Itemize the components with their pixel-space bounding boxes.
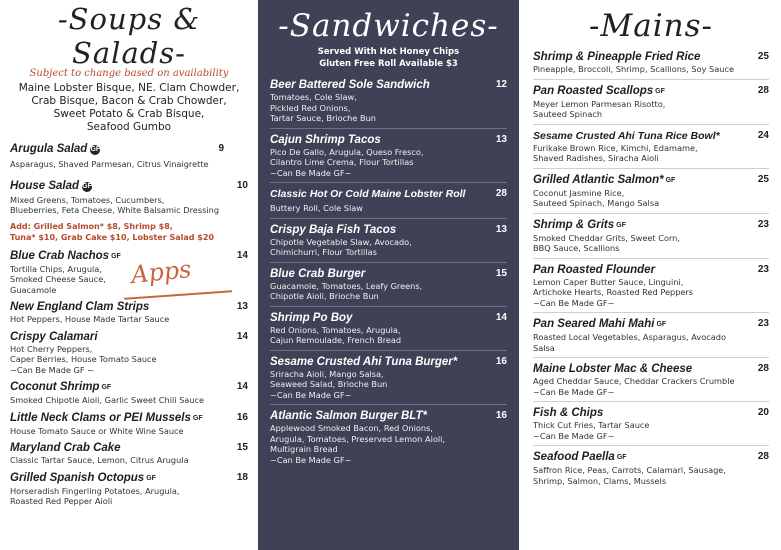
divider bbox=[270, 128, 507, 129]
item-name: Pan Roasted Flounder bbox=[533, 263, 656, 276]
item-name: Grilled Spanish Octopus bbox=[10, 471, 145, 484]
item-description: Asparagus, Shaved Parmesan, Citrus Vinaigrette bbox=[10, 159, 209, 169]
item-price: 14 bbox=[236, 249, 248, 261]
item-price: 28 bbox=[495, 188, 507, 199]
item-name: Maryland Crab Cake bbox=[10, 442, 121, 454]
soups-line: Maine Lobster Bisque, NE. Clam Chowder, bbox=[18, 82, 240, 94]
divider bbox=[533, 213, 769, 214]
item-description: Tomatoes, Cole Slaw, Pickled Red Onions, Tartar Sauce, Brioche Bun bbox=[270, 92, 376, 123]
item-description: Lemon Caper Butter Sauce, Linguini, Artichoke Hearts, Roasted Red Peppers ~Can Be Made GF~ bbox=[533, 276, 694, 308]
gf-icon: GF bbox=[192, 414, 203, 422]
divider bbox=[533, 168, 769, 169]
item-price: 23 bbox=[757, 318, 769, 329]
item-description: Furikake Brown Rice, Kimchi, Edamame, Shaved Radishes, Siracha Aioli bbox=[533, 142, 698, 163]
menu-item-arugula-salad bbox=[10, 142, 248, 170]
soups-line: Sweet Potato & Crab Bisque, bbox=[53, 108, 205, 120]
item-price: 12 bbox=[495, 79, 507, 90]
item-price: 15 bbox=[495, 267, 507, 279]
item-description: Roasted Local Vegetables, Asparagus, Avocado Salsa bbox=[533, 332, 726, 353]
item-description: Applewood Smoked Bacon, Red Onions, Arugula, Tomatoes, Preserved Lemon Aioli, Multigrain Bread ~Can Be Made GF~ bbox=[270, 423, 446, 465]
menu-item-crispy-calamari bbox=[10, 330, 248, 376]
menu-item-lobster-mac bbox=[533, 362, 769, 397]
menu-item-paella bbox=[533, 450, 769, 486]
sandwiches-subtitle bbox=[270, 46, 507, 70]
item-name: Classic Hot Or Cold Maine Lobster Roll bbox=[270, 188, 466, 200]
item-description: Hot Cherry Peppers, Caper Berries, House Tomato Sauce ~Can Be Made GF ~ bbox=[10, 343, 157, 375]
gf-icon: GF bbox=[90, 146, 101, 153]
item-description: Hot Peppers, House Made Tartar Sauce bbox=[10, 314, 170, 324]
menu-item-cajun-shrimp-tacos bbox=[270, 133, 507, 179]
item-price: 10 bbox=[236, 179, 248, 191]
item-name: Cajun Shrimp Tacos bbox=[270, 133, 381, 146]
gf-icon: GF bbox=[616, 221, 626, 229]
gf-icon: GF bbox=[82, 182, 92, 190]
item-price: 28 bbox=[757, 363, 769, 374]
item-description: Smoked Chipotle Aioli, Garlic Sweet Chili Sauce bbox=[10, 395, 205, 405]
menu-item-coconut-shrimp bbox=[10, 380, 248, 406]
divider bbox=[533, 124, 769, 125]
item-price: 15 bbox=[236, 442, 248, 453]
item-price: 14 bbox=[236, 381, 248, 392]
menu-item-blue-crab-burger bbox=[270, 267, 507, 302]
soups-line: Crab Bisque, Bacon & Crab Chowder, bbox=[31, 95, 227, 107]
item-description: Horseradish Fingerling Potatoes, Arugula, Roasted Red Pepper Aioli bbox=[10, 485, 180, 506]
item-description: Chipotle Vegetable Slaw, Avocado, Chimichurri, Flour Tortillas bbox=[270, 236, 412, 257]
item-name: Sesame Crusted Ahi Tuna Burger* bbox=[270, 355, 458, 368]
item-price: 13 bbox=[495, 133, 507, 145]
item-name: Maine Lobster Mac & Cheese bbox=[533, 363, 693, 375]
item-price: 9 bbox=[218, 143, 224, 154]
item-description: Guacamole, Tomatoes, Leafy Greens, Chipotle Aioli, Brioche Bun bbox=[270, 280, 423, 301]
item-price: 16 bbox=[236, 411, 248, 423]
divider bbox=[270, 306, 507, 307]
gf-icon: GF bbox=[101, 384, 112, 391]
soups-line: Seafood Gumbo bbox=[86, 121, 172, 133]
menu-item-blue-crab-nachos bbox=[10, 249, 248, 296]
item-price: 16 bbox=[495, 410, 507, 421]
item-name: Pan Seared Mahi Mahi bbox=[533, 318, 655, 330]
divider bbox=[270, 404, 507, 405]
menu-item-mahi-mahi bbox=[533, 317, 769, 353]
item-name: House Salad bbox=[10, 179, 80, 192]
divider bbox=[533, 357, 769, 358]
item-price: 28 bbox=[757, 84, 769, 96]
chips-note: Served With Hot Honey Chips bbox=[317, 47, 460, 57]
divider bbox=[533, 401, 769, 402]
availability-note: Subject to change based on availability bbox=[29, 68, 229, 79]
item-price: 13 bbox=[236, 301, 248, 312]
menu-item-scallops bbox=[533, 84, 769, 120]
item-description: Classic Tartar Sauce, Lemon, Citrus Arugula bbox=[10, 455, 189, 465]
menu-item-shrimp-grits bbox=[533, 218, 769, 254]
item-description: Mixed Greens, Tomatoes, Cucumbers, Blueberries, Feta Cheese, White Balsamic Dressing bbox=[10, 194, 220, 215]
menu-item-crab-cake bbox=[10, 441, 248, 466]
item-price: 28 bbox=[757, 451, 769, 462]
salad-addons bbox=[10, 221, 248, 243]
divider bbox=[533, 445, 769, 446]
item-name: Arugula Salad bbox=[10, 143, 88, 155]
item-description: Red Onions, Tomatoes, Arugula, Cajun Remoulade, French Bread bbox=[270, 324, 402, 345]
menu-item-salmon-burger bbox=[270, 409, 507, 465]
item-name: Shrimp Po Boy bbox=[270, 311, 353, 324]
gluten-free-note: Gluten Free Roll Available $3 bbox=[319, 59, 458, 69]
menu-item-lobster-roll bbox=[270, 187, 507, 214]
item-price: 23 bbox=[757, 218, 769, 230]
item-name: Little Neck Clams or PEI Mussels bbox=[10, 411, 191, 424]
soups-salads-apps-column bbox=[0, 0, 258, 550]
item-price: 18 bbox=[236, 471, 248, 483]
gf-icon: GF bbox=[616, 454, 627, 461]
divider bbox=[533, 312, 769, 313]
menu-item-clams-mussels bbox=[10, 411, 248, 437]
item-price: 14 bbox=[236, 330, 248, 342]
item-description: Saffron Rice, Peas, Carrots, Calamari, Sausage, Shrimp, Salmon, Clams, Mussels bbox=[533, 465, 726, 486]
divider bbox=[270, 182, 507, 183]
item-description: Thick Cut Fries, Tartar Sauce ~Can Be Made GF~ bbox=[533, 420, 650, 441]
item-price: 25 bbox=[757, 173, 769, 185]
apps-heading: Apps bbox=[129, 254, 193, 290]
item-name: Atlantic Salmon Burger BLT* bbox=[270, 410, 427, 422]
item-name: Crispy Baja Fish Tacos bbox=[270, 223, 397, 236]
gf-icon: GF bbox=[655, 87, 665, 95]
menu-item-clam-strips bbox=[10, 300, 248, 325]
item-price: 16 bbox=[495, 355, 507, 367]
item-description: Meyer Lemon Parmesan Risotto, Sauteed Spinach bbox=[533, 98, 666, 119]
item-description: Buttery Roll, Cole Slaw bbox=[270, 203, 363, 213]
soups-salads-heading: -Soups & Salads- bbox=[57, 2, 201, 70]
menu-item-shrimp-po-boy bbox=[270, 311, 507, 346]
item-price: 14 bbox=[495, 311, 507, 323]
mains-column bbox=[519, 0, 781, 550]
menu-item-spanish-octopus bbox=[10, 471, 248, 507]
item-name: Shrimp & Pineapple Fried Rice bbox=[533, 51, 701, 63]
item-name: Blue Crab Nachos bbox=[10, 249, 110, 262]
menu-item-tuna-rice-bowl bbox=[533, 129, 769, 164]
item-name: Seafood Paella bbox=[533, 451, 615, 463]
menu-item-house-salad bbox=[10, 179, 248, 216]
item-name: Crispy Calamari bbox=[10, 330, 98, 343]
item-name: Shrimp & Grits bbox=[533, 218, 615, 231]
menu-item-fried-rice bbox=[533, 50, 769, 75]
sandwiches-column bbox=[258, 0, 519, 550]
divider bbox=[270, 350, 507, 351]
soups-list bbox=[10, 82, 248, 134]
item-name: Grilled Atlantic Salmon* bbox=[533, 173, 664, 186]
item-price: 25 bbox=[757, 51, 769, 62]
item-name: New England Clam Strips bbox=[10, 301, 150, 313]
item-name: Fish & Chips bbox=[533, 407, 604, 419]
item-description: Smoked Cheddar Grits, Sweet Corn, BBQ Sauce, Scallions bbox=[533, 232, 680, 253]
addons-line: Tuna* $10, Grab Cake $10, Lobster Salad $20 bbox=[10, 232, 214, 242]
divider bbox=[270, 262, 507, 263]
item-description: Aged Cheddar Sauce, Cheddar Crackers Crumble ~Can Be Made GF~ bbox=[533, 376, 735, 397]
item-price: 13 bbox=[495, 223, 507, 235]
item-name: Coconut Shrimp bbox=[10, 381, 100, 393]
item-description: Pineapple, Broccoli, Shrimp, Scallions, Soy Sauce bbox=[533, 64, 734, 74]
divider bbox=[533, 258, 769, 259]
menu-item-tuna-burger bbox=[270, 355, 507, 401]
menu-item-baja-fish-tacos bbox=[270, 223, 507, 258]
gf-icon: GF bbox=[111, 252, 121, 260]
gf-icon: GF bbox=[656, 321, 667, 328]
menu-item-fish-chips bbox=[533, 406, 769, 441]
item-description: Tortilla Chips, Arugula, Smoked Cheese Sauce, Guacamole bbox=[10, 263, 106, 295]
sandwiches-heading: -Sandwiches- bbox=[278, 8, 499, 44]
gf-icon: GF bbox=[146, 474, 156, 482]
menu-item-flounder bbox=[533, 263, 769, 309]
addons-line: Add: Grilled Salmon* $8, Shrimp $8, bbox=[10, 221, 173, 231]
divider bbox=[533, 79, 769, 80]
mains-heading: -Mains- bbox=[589, 8, 713, 44]
item-price: 24 bbox=[757, 129, 769, 141]
gf-icon: GF bbox=[665, 176, 676, 184]
item-name: Blue Crab Burger bbox=[270, 267, 366, 280]
item-name: Beer Battered Sole Sandwich bbox=[270, 79, 430, 91]
item-description: Sriracha Aioli, Mango Salsa, Seaweed Salad, Brioche Bun ~Can Be Made GF~ bbox=[270, 368, 388, 400]
menu-item-sole-sandwich bbox=[270, 78, 507, 124]
item-price: 20 bbox=[757, 407, 769, 418]
divider bbox=[270, 218, 507, 219]
item-name: Sesame Crusted Ahi Tuna Rice Bowl* bbox=[533, 129, 720, 142]
item-name: Pan Roasted Scallops bbox=[533, 84, 654, 97]
item-description: Coconut Jasmine Rice, Sauteed Spinach, Mango Salsa bbox=[533, 187, 660, 208]
item-price: 23 bbox=[757, 263, 769, 275]
menu-item-grilled-salmon bbox=[533, 173, 769, 209]
item-description: Pico De Gallo, Arugula, Queso Fresco, Cilantro Lime Crema, Flour Tortillas ~Can Be Made GF~ bbox=[270, 146, 424, 178]
item-description: House Tomato Sauce or White Wine Sauce bbox=[10, 425, 184, 436]
